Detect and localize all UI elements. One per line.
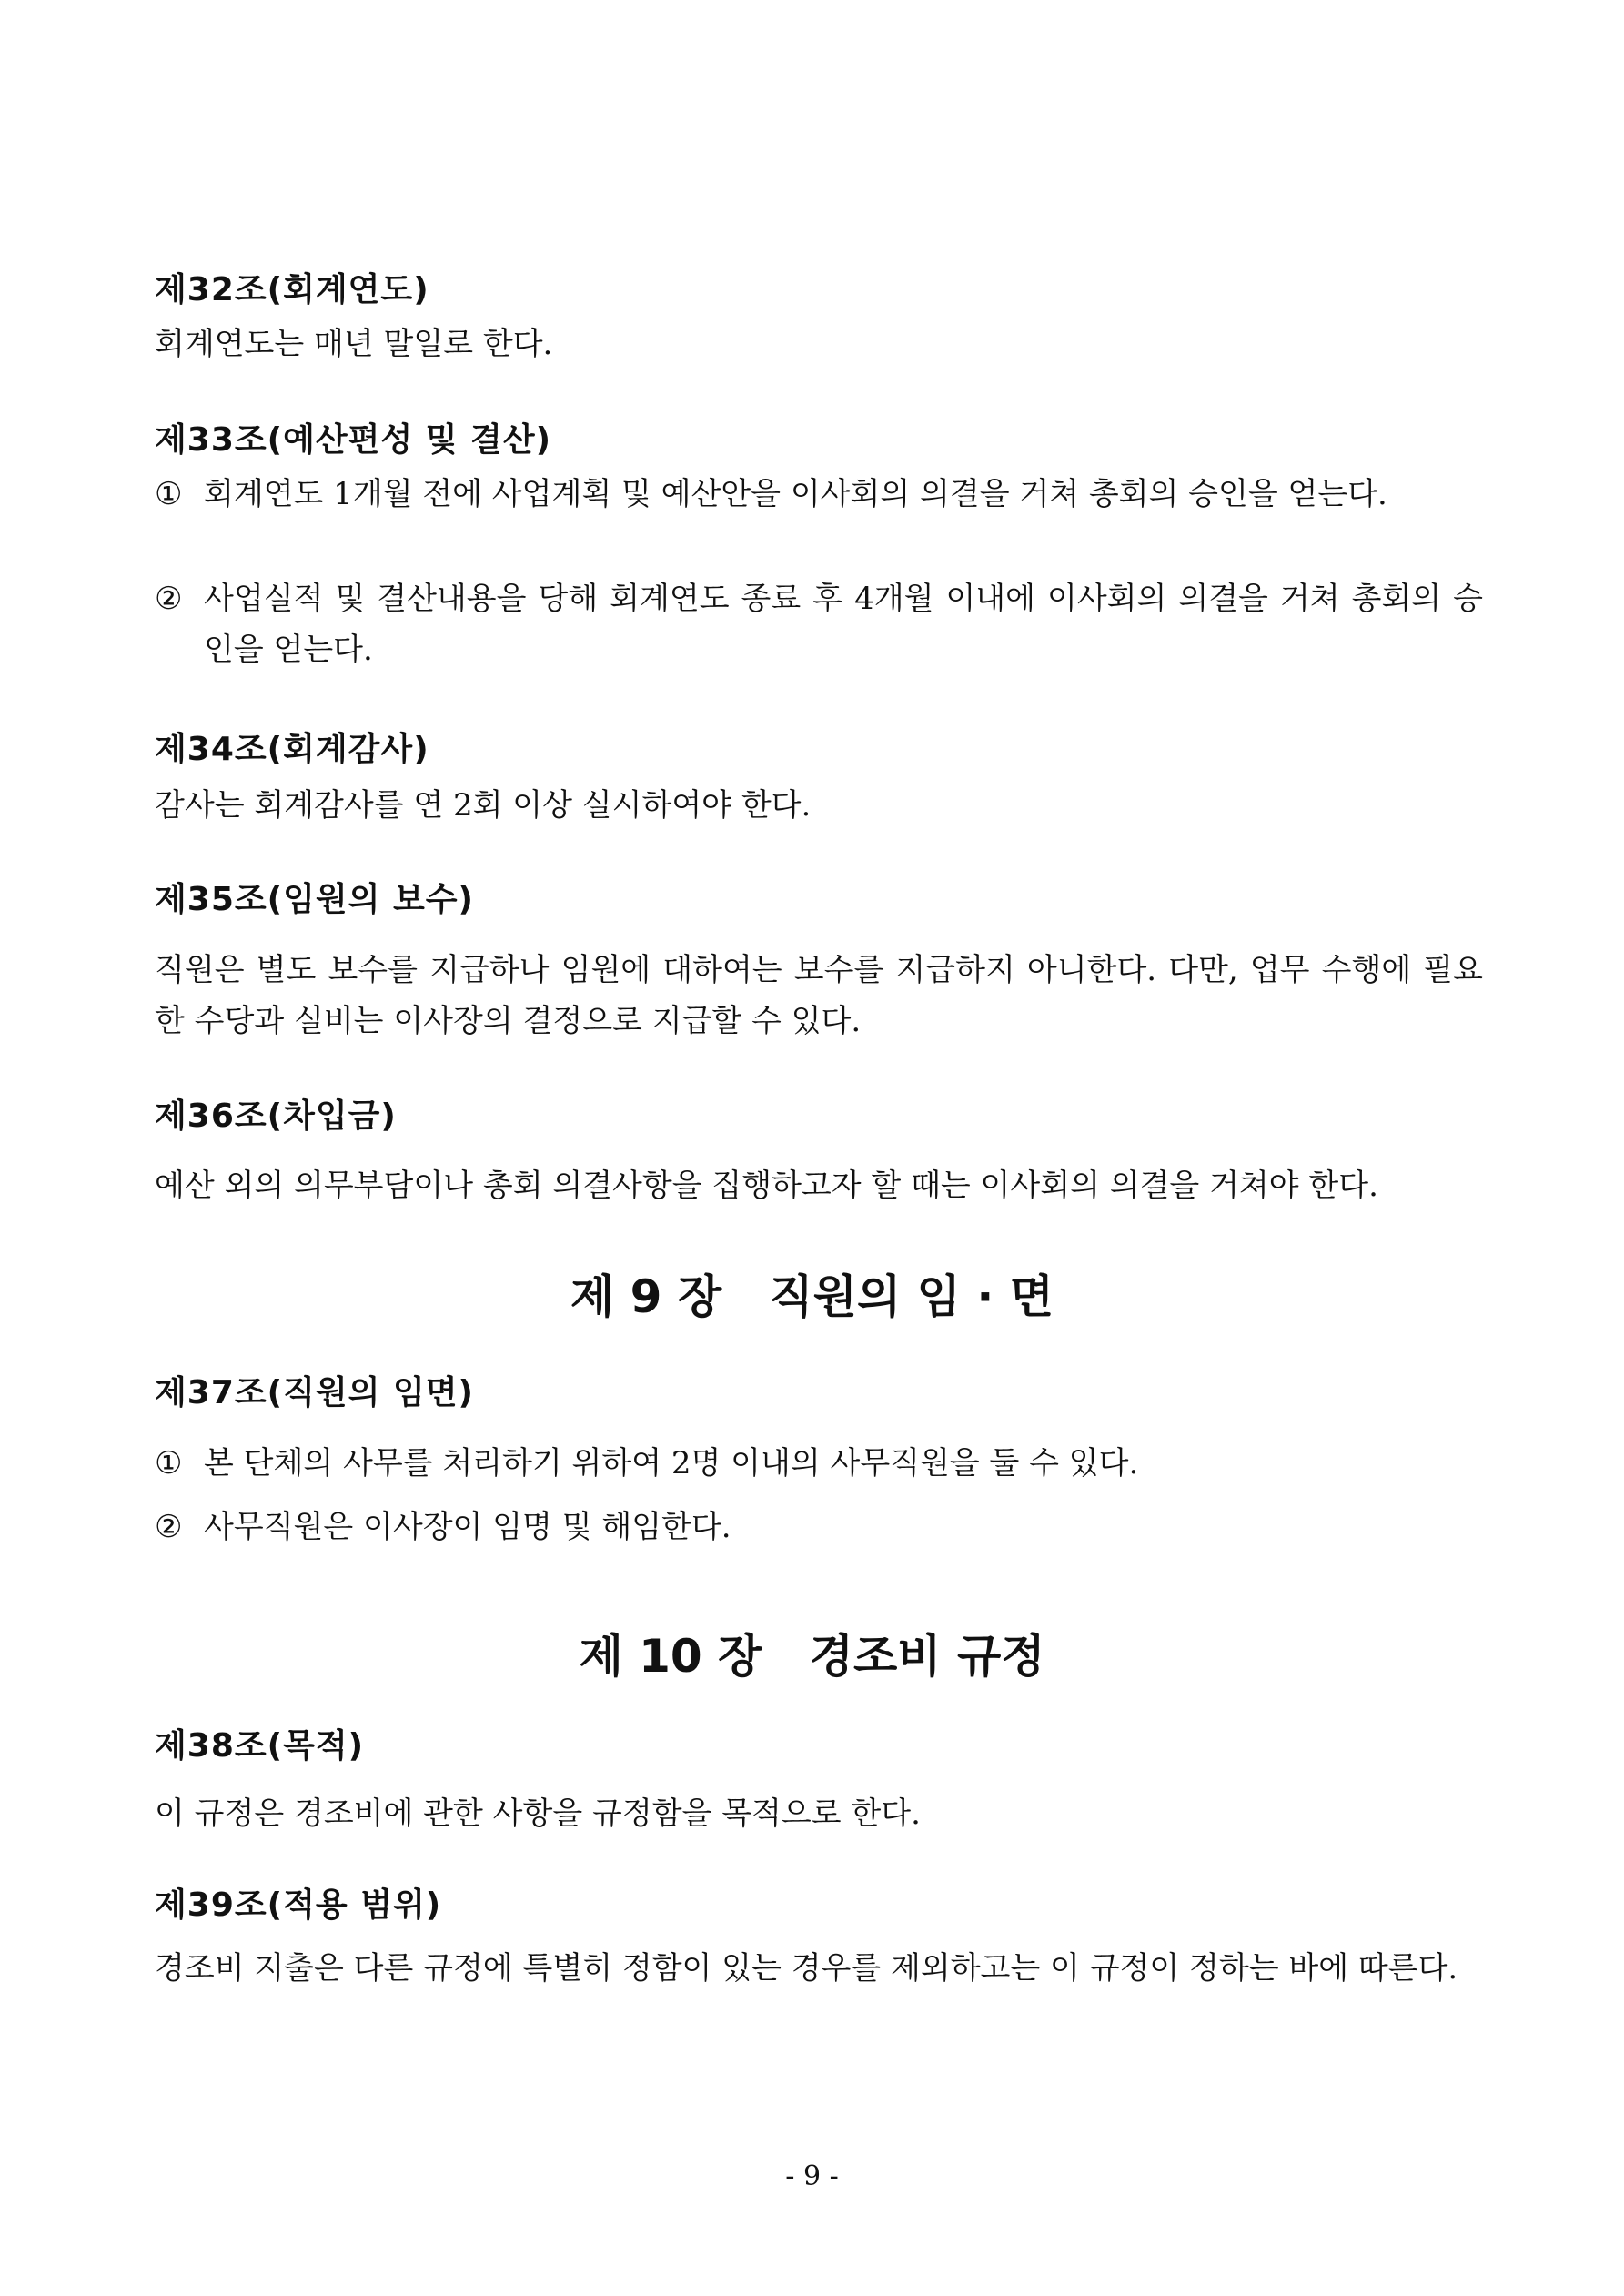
article-39-title: 제39조(적용 범위) [155,1886,442,1924]
item-text: 회계연도 1개월 전에 사업계획 및 예산안을 이사회의 의결을 거쳐 총회의 승인을 얻는다. [204,476,1387,512]
item-text: 본 단체의 사무를 처리하기 위하여 2명 이내의 사무직원을 둘 수 있다. [204,1445,1139,1482]
article-39-body: 경조비 지출은 다른 규정에 특별히 정함이 있는 경우를 제외하고는 이 규정이 정하는 바에 따른다. [155,1950,1458,1987]
item-number: ② [155,581,183,617]
article-37-item-1 [155,1438,1483,1489]
article-35-title: 제35조(임원의 보수) [155,881,474,918]
item-number: ① [155,476,183,512]
article-37-item-2 [155,1502,1483,1553]
item-text: 사무직원은 이사장이 임명 및 해임한다. [204,1509,731,1545]
item-text: 사업실적 및 결산내용을 당해 회계연도 종료 후 4개월 이내에 이사회의 의결을 거쳐 총회의 승인을 얻는다. [204,581,1483,668]
article-34-title: 제34조(회계감사) [155,731,429,768]
article-36-title: 제36조(차입금) [155,1097,397,1135]
article-32-title: 제32조(회계연도) [155,271,429,308]
article-34-body: 감사는 회계감사를 연 2회 이상 실시하여야 한다. [155,787,812,824]
article-33-title: 제33조(예산편성 및 결산) [155,421,552,459]
article-33-item-1 [155,469,1483,520]
article-37-title: 제37조(직원의 임면) [155,1374,474,1411]
item-number: ① [155,1445,183,1482]
article-33-item-2 [155,573,1483,675]
item-number: ② [155,1509,183,1545]
article-38-title: 제38조(목적) [155,1727,365,1765]
chapter-9-title: 제 9 장 직원의 임 · 면 [570,1270,1054,1323]
article-35-body: 직원은 별도 보수를 지급하나 임원에 대하여는 보수를 지급하지 아니한다. 다만, 업무 수행에 필요한 수당과 실비는 이사장의 결정으로 지급할 수 있다. [155,952,1483,1039]
article-36-body: 예산 외의 의무부담이나 총회 의결사항을 집행하고자 할 때는 이사회의 의결을 거쳐야 한다. [155,1168,1378,1204]
chapter-10-title: 제 10 장 경조비 규정 [579,1630,1045,1683]
article-38-body: 이 규정은 경조비에 관한 사항을 규정함을 목적으로 한다. [155,1795,921,1832]
page-number: - 9 - [785,2160,839,2192]
article-32-body: 회계연도는 매년 말일로 한다. [155,326,553,362]
